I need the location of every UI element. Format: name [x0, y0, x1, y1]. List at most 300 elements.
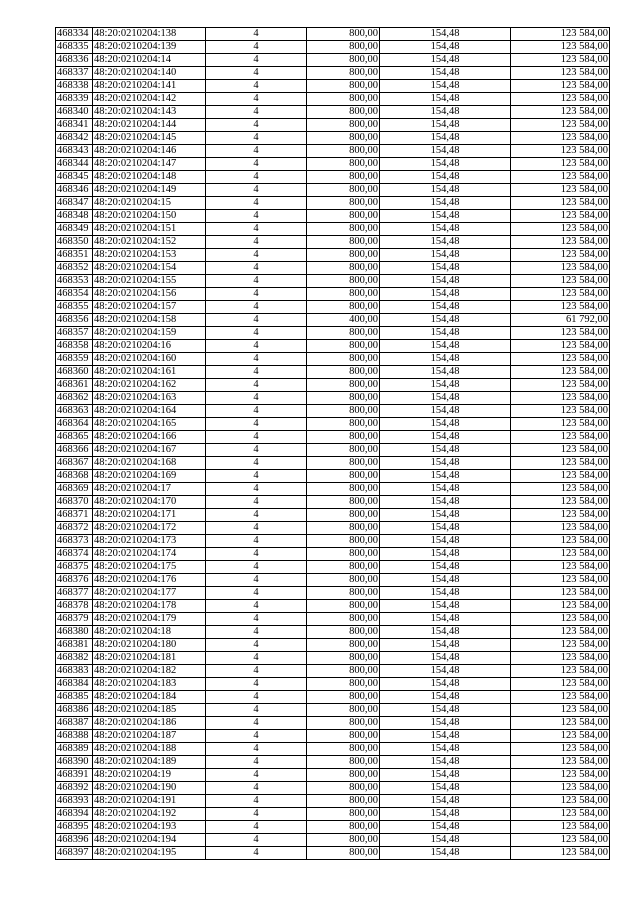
amount-cell: 123 584,00: [511, 353, 610, 366]
area-cell: 800,00: [307, 444, 380, 457]
table-row: [56, 691, 610, 704]
amount-cell: 123 584,00: [511, 574, 610, 587]
cadastral-number-cell: 48:20:0210204:161: [93, 366, 206, 379]
cadastral-number-cell: 48:20:0210204:179: [93, 613, 206, 626]
rate-cell: 154,48: [380, 587, 511, 600]
table-row: [56, 301, 610, 314]
cadastral-number-cell: 48:20:0210204:186: [93, 717, 206, 730]
rate-cell: 154,48: [380, 626, 511, 639]
row-number-cell: 468344: [56, 158, 93, 171]
cadastral-number-cell: 48:20:0210204:177: [93, 587, 206, 600]
rate-cell: 154,48: [380, 808, 511, 821]
rate-cell: 154,48: [380, 756, 511, 769]
table-row: [56, 847, 610, 860]
area-cell: 800,00: [307, 236, 380, 249]
cadastral-number-cell: 48:20:0210204:172: [93, 522, 206, 535]
row-number-cell: 468397: [56, 847, 93, 860]
category-cell: 4: [206, 665, 307, 678]
rate-cell: 154,48: [380, 366, 511, 379]
category-cell: 4: [206, 431, 307, 444]
amount-cell: 123 584,00: [511, 730, 610, 743]
cadastral-number-cell: 48:20:0210204:157: [93, 301, 206, 314]
rate-cell: 154,48: [380, 405, 511, 418]
area-cell: 800,00: [307, 769, 380, 782]
amount-cell: 123 584,00: [511, 782, 610, 795]
row-number-cell: 468360: [56, 366, 93, 379]
table-row: [56, 483, 610, 496]
table-row: [56, 236, 610, 249]
area-cell: 800,00: [307, 548, 380, 561]
category-cell: 4: [206, 418, 307, 431]
category-cell: 4: [206, 379, 307, 392]
table-row: [56, 678, 610, 691]
area-cell: 800,00: [307, 366, 380, 379]
category-cell: 4: [206, 574, 307, 587]
amount-cell: 123 584,00: [511, 41, 610, 54]
amount-cell: 123 584,00: [511, 197, 610, 210]
amount-cell: 123 584,00: [511, 249, 610, 262]
rate-cell: 154,48: [380, 444, 511, 457]
category-cell: 4: [206, 184, 307, 197]
cadastral-number-cell: 48:20:0210204:153: [93, 249, 206, 262]
cadastral-number-cell: 48:20:0210204:18: [93, 626, 206, 639]
amount-cell: 123 584,00: [511, 821, 610, 834]
cadastral-number-cell: 48:20:0210204:188: [93, 743, 206, 756]
cadastral-number-cell: 48:20:0210204:151: [93, 223, 206, 236]
table-row: [56, 197, 610, 210]
rate-cell: 154,48: [380, 639, 511, 652]
cadastral-number-cell: 48:20:0210204:17: [93, 483, 206, 496]
area-cell: 800,00: [307, 93, 380, 106]
row-number-cell: 468373: [56, 535, 93, 548]
table-row: [56, 41, 610, 54]
table-row: [56, 54, 610, 67]
amount-cell: 123 584,00: [511, 834, 610, 847]
category-cell: 4: [206, 821, 307, 834]
row-number-cell: 468352: [56, 262, 93, 275]
row-number-cell: 468381: [56, 639, 93, 652]
category-cell: 4: [206, 405, 307, 418]
area-cell: 800,00: [307, 249, 380, 262]
rate-cell: 154,48: [380, 522, 511, 535]
cadastral-number-cell: 48:20:0210204:14: [93, 54, 206, 67]
category-cell: 4: [206, 158, 307, 171]
area-cell: 800,00: [307, 496, 380, 509]
table-row: [56, 704, 610, 717]
category-cell: 4: [206, 652, 307, 665]
area-cell: 800,00: [307, 132, 380, 145]
category-cell: 4: [206, 262, 307, 275]
amount-cell: 123 584,00: [511, 288, 610, 301]
area-cell: 800,00: [307, 262, 380, 275]
amount-cell: 123 584,00: [511, 704, 610, 717]
area-cell: 800,00: [307, 431, 380, 444]
row-number-cell: 468339: [56, 93, 93, 106]
cadastral-number-cell: 48:20:0210204:193: [93, 821, 206, 834]
table-row: [56, 470, 610, 483]
row-number-cell: 468342: [56, 132, 93, 145]
row-number-cell: 468357: [56, 327, 93, 340]
table-row: [56, 730, 610, 743]
table-row: [56, 743, 610, 756]
table-row: [56, 782, 610, 795]
table-row: [56, 548, 610, 561]
area-cell: 800,00: [307, 457, 380, 470]
rate-cell: 154,48: [380, 184, 511, 197]
amount-cell: 123 584,00: [511, 301, 610, 314]
area-cell: 800,00: [307, 782, 380, 795]
cadastral-number-cell: 48:20:0210204:162: [93, 379, 206, 392]
rate-cell: 154,48: [380, 704, 511, 717]
cadastral-number-cell: 48:20:0210204:158: [93, 314, 206, 327]
area-cell: 800,00: [307, 275, 380, 288]
category-cell: 4: [206, 769, 307, 782]
cadastral-number-cell: 48:20:0210204:163: [93, 392, 206, 405]
row-number-cell: 468350: [56, 236, 93, 249]
table-row: [56, 652, 610, 665]
table-row: [56, 262, 610, 275]
table-row: [56, 834, 610, 847]
amount-cell: 123 584,00: [511, 132, 610, 145]
category-cell: 4: [206, 392, 307, 405]
rate-cell: 154,48: [380, 262, 511, 275]
cadastral-number-cell: 48:20:0210204:143: [93, 106, 206, 119]
cadastral-number-cell: 48:20:0210204:191: [93, 795, 206, 808]
table-row: [56, 288, 610, 301]
amount-cell: 123 584,00: [511, 444, 610, 457]
table-row: [56, 821, 610, 834]
row-number-cell: 468393: [56, 795, 93, 808]
cadastral-number-cell: 48:20:0210204:141: [93, 80, 206, 93]
rate-cell: 154,48: [380, 665, 511, 678]
area-cell: 800,00: [307, 41, 380, 54]
rate-cell: 154,48: [380, 795, 511, 808]
cadastral-number-cell: 48:20:0210204:166: [93, 431, 206, 444]
table-row: [56, 522, 610, 535]
cadastral-number-cell: 48:20:0210204:19: [93, 769, 206, 782]
rate-cell: 154,48: [380, 847, 511, 860]
amount-cell: 123 584,00: [511, 665, 610, 678]
area-cell: 800,00: [307, 587, 380, 600]
amount-cell: 123 584,00: [511, 184, 610, 197]
rate-cell: 154,48: [380, 821, 511, 834]
rate-cell: 154,48: [380, 678, 511, 691]
table-row: [56, 587, 610, 600]
row-number-cell: 468363: [56, 405, 93, 418]
amount-cell: 123 584,00: [511, 717, 610, 730]
row-number-cell: 468358: [56, 340, 93, 353]
row-number-cell: 468394: [56, 808, 93, 821]
area-cell: 400,00: [307, 314, 380, 327]
category-cell: 4: [206, 314, 307, 327]
row-number-cell: 468362: [56, 392, 93, 405]
rate-cell: 154,48: [380, 93, 511, 106]
row-number-cell: 468346: [56, 184, 93, 197]
area-cell: 800,00: [307, 483, 380, 496]
data-table: [55, 27, 610, 860]
amount-cell: 123 584,00: [511, 613, 610, 626]
rate-cell: 154,48: [380, 431, 511, 444]
row-number-cell: 468384: [56, 678, 93, 691]
cadastral-number-cell: 48:20:0210204:169: [93, 470, 206, 483]
category-cell: 4: [206, 288, 307, 301]
area-cell: 800,00: [307, 184, 380, 197]
amount-cell: 123 584,00: [511, 405, 610, 418]
table-row: [56, 80, 610, 93]
amount-cell: 123 584,00: [511, 67, 610, 80]
amount-cell: 123 584,00: [511, 392, 610, 405]
cadastral-number-cell: 48:20:0210204:174: [93, 548, 206, 561]
table-row: [56, 509, 610, 522]
category-cell: 4: [206, 132, 307, 145]
cadastral-number-cell: 48:20:0210204:182: [93, 665, 206, 678]
table-row: [56, 132, 610, 145]
amount-cell: 123 584,00: [511, 587, 610, 600]
area-cell: 800,00: [307, 145, 380, 158]
area-cell: 800,00: [307, 171, 380, 184]
table-row: [56, 249, 610, 262]
row-number-cell: 468369: [56, 483, 93, 496]
category-cell: 4: [206, 236, 307, 249]
rate-cell: 154,48: [380, 613, 511, 626]
category-cell: 4: [206, 678, 307, 691]
area-cell: 800,00: [307, 574, 380, 587]
amount-cell: 123 584,00: [511, 327, 610, 340]
category-cell: 4: [206, 483, 307, 496]
category-cell: 4: [206, 561, 307, 574]
amount-cell: 123 584,00: [511, 496, 610, 509]
rate-cell: 154,48: [380, 509, 511, 522]
table-row: [56, 769, 610, 782]
rate-cell: 154,48: [380, 223, 511, 236]
cadastral-number-cell: 48:20:0210204:171: [93, 509, 206, 522]
cadastral-number-cell: 48:20:0210204:173: [93, 535, 206, 548]
rate-cell: 154,48: [380, 158, 511, 171]
category-cell: 4: [206, 327, 307, 340]
row-number-cell: 468366: [56, 444, 93, 457]
table-row: [56, 392, 610, 405]
rate-cell: 154,48: [380, 210, 511, 223]
amount-cell: 123 584,00: [511, 457, 610, 470]
rate-cell: 154,48: [380, 782, 511, 795]
cadastral-number-cell: 48:20:0210204:146: [93, 145, 206, 158]
row-number-cell: 468353: [56, 275, 93, 288]
table-row: [56, 431, 610, 444]
area-cell: 800,00: [307, 821, 380, 834]
cadastral-number-cell: 48:20:0210204:152: [93, 236, 206, 249]
category-cell: 4: [206, 496, 307, 509]
amount-cell: 123 584,00: [511, 210, 610, 223]
row-number-cell: 468375: [56, 561, 93, 574]
rate-cell: 154,48: [380, 470, 511, 483]
amount-cell: 123 584,00: [511, 275, 610, 288]
category-cell: 4: [206, 470, 307, 483]
row-number-cell: 468387: [56, 717, 93, 730]
amount-cell: 123 584,00: [511, 223, 610, 236]
row-number-cell: 468379: [56, 613, 93, 626]
table-row: [56, 223, 610, 236]
area-cell: 800,00: [307, 509, 380, 522]
rate-cell: 154,48: [380, 67, 511, 80]
area-cell: 800,00: [307, 54, 380, 67]
area-cell: 800,00: [307, 210, 380, 223]
category-cell: 4: [206, 587, 307, 600]
area-cell: 800,00: [307, 756, 380, 769]
table-row: [56, 535, 610, 548]
cadastral-number-cell: 48:20:0210204:138: [93, 28, 206, 41]
amount-cell: 123 584,00: [511, 626, 610, 639]
row-number-cell: 468355: [56, 301, 93, 314]
area-cell: 800,00: [307, 418, 380, 431]
area-cell: 800,00: [307, 639, 380, 652]
rate-cell: 154,48: [380, 561, 511, 574]
category-cell: 4: [206, 93, 307, 106]
row-number-cell: 468376: [56, 574, 93, 587]
cadastral-number-cell: 48:20:0210204:148: [93, 171, 206, 184]
category-cell: 4: [206, 717, 307, 730]
cadastral-number-cell: 48:20:0210204:194: [93, 834, 206, 847]
amount-cell: 123 584,00: [511, 795, 610, 808]
row-number-cell: 468361: [56, 379, 93, 392]
category-cell: 4: [206, 691, 307, 704]
category-cell: 4: [206, 730, 307, 743]
rate-cell: 154,48: [380, 496, 511, 509]
rate-cell: 154,48: [380, 769, 511, 782]
cadastral-number-cell: 48:20:0210204:189: [93, 756, 206, 769]
amount-cell: 123 584,00: [511, 340, 610, 353]
rate-cell: 154,48: [380, 730, 511, 743]
area-cell: 800,00: [307, 119, 380, 132]
area-cell: 800,00: [307, 652, 380, 665]
row-number-cell: 468365: [56, 431, 93, 444]
table-row: [56, 665, 610, 678]
cadastral-number-cell: 48:20:0210204:170: [93, 496, 206, 509]
table-row: [56, 626, 610, 639]
table-row: [56, 379, 610, 392]
row-number-cell: 468395: [56, 821, 93, 834]
category-cell: 4: [206, 366, 307, 379]
cadastral-number-cell: 48:20:0210204:190: [93, 782, 206, 795]
rate-cell: 154,48: [380, 249, 511, 262]
category-cell: 4: [206, 704, 307, 717]
table-row: [56, 275, 610, 288]
amount-cell: 123 584,00: [511, 769, 610, 782]
rate-cell: 154,48: [380, 717, 511, 730]
category-cell: 4: [206, 782, 307, 795]
table-row: [56, 210, 610, 223]
cadastral-number-cell: 48:20:0210204:164: [93, 405, 206, 418]
category-cell: 4: [206, 457, 307, 470]
category-cell: 4: [206, 743, 307, 756]
row-number-cell: 468392: [56, 782, 93, 795]
amount-cell: 123 584,00: [511, 145, 610, 158]
area-cell: 800,00: [307, 704, 380, 717]
rate-cell: 154,48: [380, 418, 511, 431]
row-number-cell: 468382: [56, 652, 93, 665]
cadastral-number-cell: 48:20:0210204:183: [93, 678, 206, 691]
table-row: [56, 808, 610, 821]
category-cell: 4: [206, 808, 307, 821]
row-number-cell: 468354: [56, 288, 93, 301]
cadastral-number-cell: 48:20:0210204:159: [93, 327, 206, 340]
category-cell: 4: [206, 756, 307, 769]
rate-cell: 154,48: [380, 171, 511, 184]
amount-cell: 123 584,00: [511, 379, 610, 392]
amount-cell: 123 584,00: [511, 691, 610, 704]
rate-cell: 154,48: [380, 743, 511, 756]
amount-cell: 123 584,00: [511, 431, 610, 444]
table-row: [56, 28, 610, 41]
row-number-cell: 468386: [56, 704, 93, 717]
rate-cell: 154,48: [380, 314, 511, 327]
cadastral-number-cell: 48:20:0210204:175: [93, 561, 206, 574]
row-number-cell: 468367: [56, 457, 93, 470]
row-number-cell: 468348: [56, 210, 93, 223]
table-row: [56, 756, 610, 769]
table-row: [56, 613, 610, 626]
amount-cell: 123 584,00: [511, 54, 610, 67]
area-cell: 800,00: [307, 808, 380, 821]
area-cell: 800,00: [307, 197, 380, 210]
cadastral-number-cell: 48:20:0210204:147: [93, 158, 206, 171]
amount-cell: 123 584,00: [511, 535, 610, 548]
amount-cell: 123 584,00: [511, 522, 610, 535]
table-row: [56, 340, 610, 353]
category-cell: 4: [206, 639, 307, 652]
rate-cell: 154,48: [380, 275, 511, 288]
area-cell: 800,00: [307, 28, 380, 41]
rate-cell: 154,48: [380, 548, 511, 561]
row-number-cell: 468343: [56, 145, 93, 158]
row-number-cell: 468336: [56, 54, 93, 67]
cadastral-number-cell: 48:20:0210204:155: [93, 275, 206, 288]
table-row: [56, 184, 610, 197]
cadastral-number-cell: 48:20:0210204:149: [93, 184, 206, 197]
area-cell: 800,00: [307, 730, 380, 743]
row-number-cell: 468380: [56, 626, 93, 639]
cadastral-number-cell: 48:20:0210204:145: [93, 132, 206, 145]
table-row: [56, 158, 610, 171]
cadastral-number-cell: 48:20:0210204:142: [93, 93, 206, 106]
amount-cell: 123 584,00: [511, 652, 610, 665]
table-row: [56, 496, 610, 509]
rate-cell: 154,48: [380, 54, 511, 67]
rate-cell: 154,48: [380, 834, 511, 847]
amount-cell: 123 584,00: [511, 106, 610, 119]
amount-cell: 123 584,00: [511, 93, 610, 106]
area-cell: 800,00: [307, 158, 380, 171]
category-cell: 4: [206, 210, 307, 223]
cadastral-number-cell: 48:20:0210204:154: [93, 262, 206, 275]
cadastral-number-cell: 48:20:0210204:165: [93, 418, 206, 431]
area-cell: 800,00: [307, 600, 380, 613]
category-cell: 4: [206, 54, 307, 67]
amount-cell: 61 792,00: [511, 314, 610, 327]
cadastral-number-cell: 48:20:0210204:144: [93, 119, 206, 132]
table-row: [56, 106, 610, 119]
row-number-cell: 468340: [56, 106, 93, 119]
cadastral-number-cell: 48:20:0210204:192: [93, 808, 206, 821]
amount-cell: 123 584,00: [511, 171, 610, 184]
cadastral-number-cell: 48:20:0210204:16: [93, 340, 206, 353]
amount-cell: 123 584,00: [511, 548, 610, 561]
row-number-cell: 468396: [56, 834, 93, 847]
table-row: [56, 327, 610, 340]
rate-cell: 154,48: [380, 28, 511, 41]
category-cell: 4: [206, 834, 307, 847]
rate-cell: 154,48: [380, 301, 511, 314]
area-cell: 800,00: [307, 223, 380, 236]
